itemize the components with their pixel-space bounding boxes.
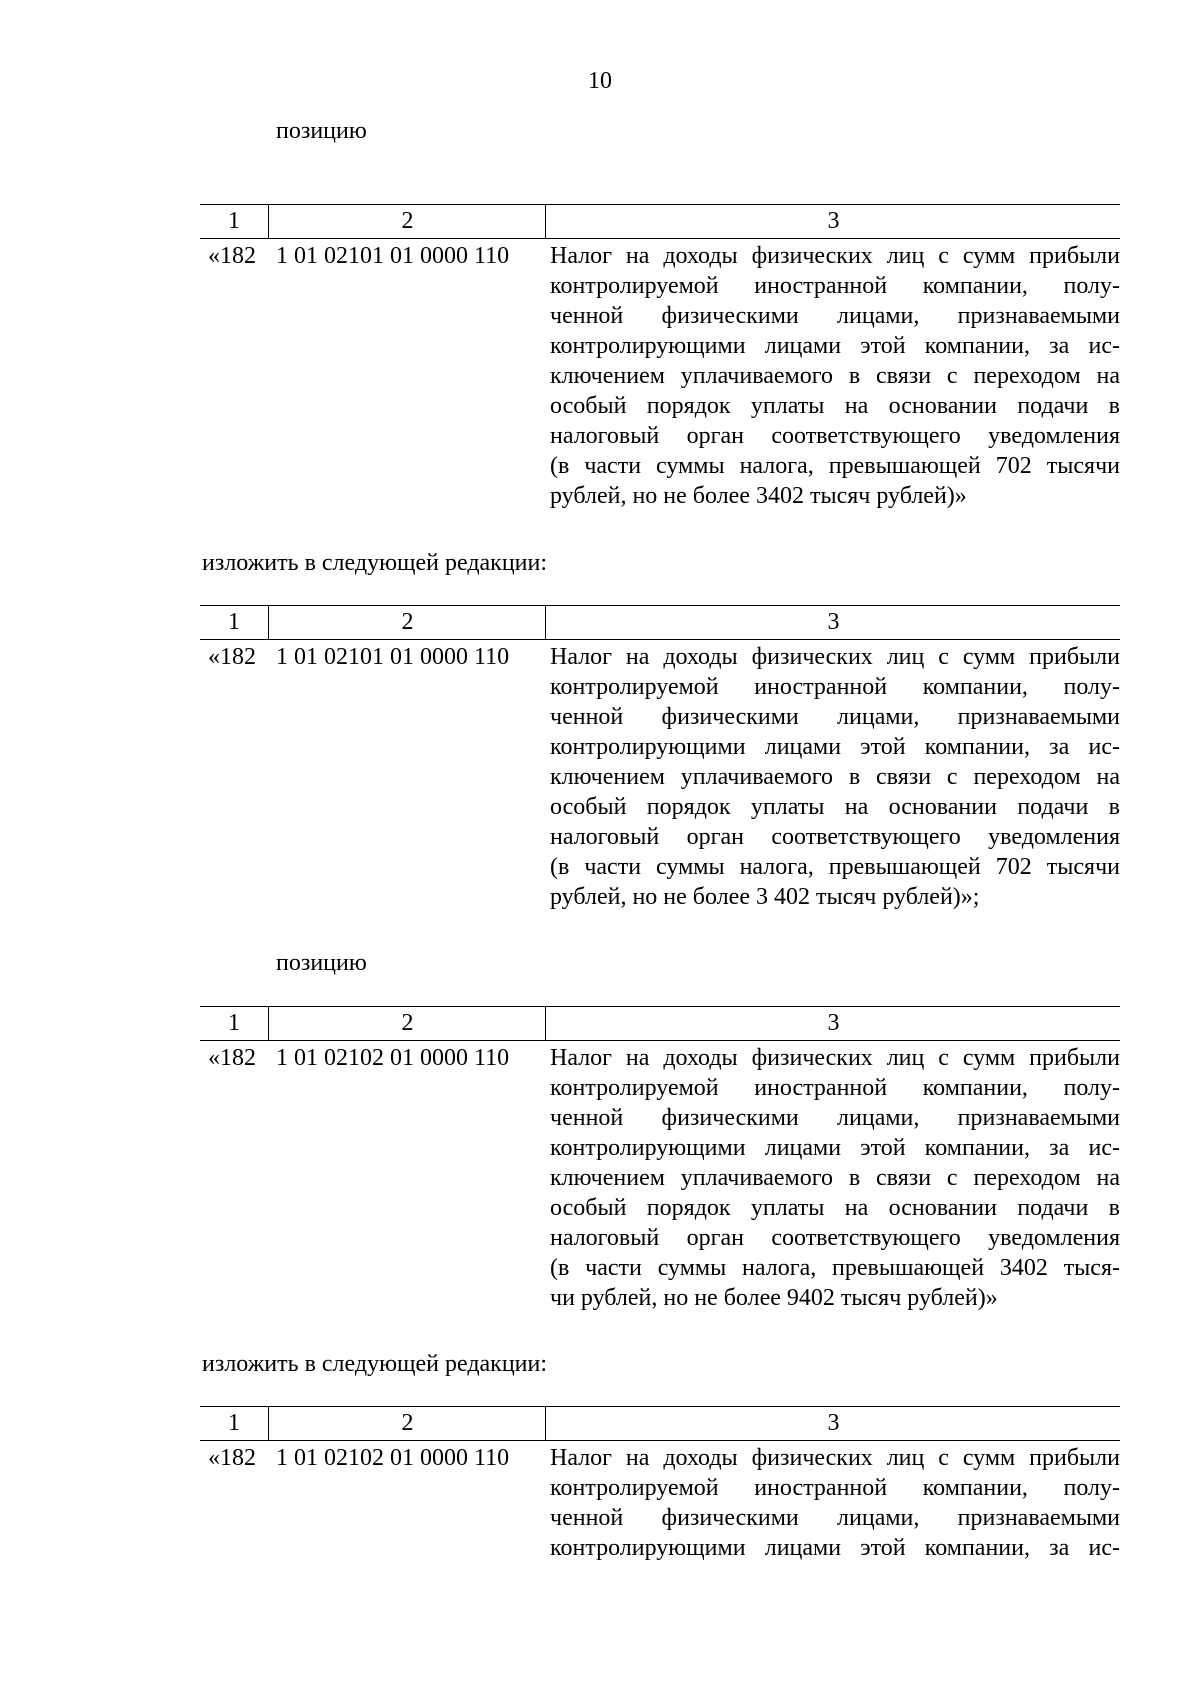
description-line: контролирующими лицами этой компании, за ис- — [550, 333, 1120, 359]
table-row — [200, 1441, 1120, 1563]
table-row — [200, 640, 1120, 912]
header-cell: 1 — [228, 1410, 240, 1436]
header-cell: 3 — [545, 1007, 1121, 1040]
budget-code: 1 01 02101 01 0000 110 — [276, 644, 510, 670]
description-line: контролирующими лицами этой компании, за ис- — [550, 734, 1120, 760]
description-line: налоговый орган соответствующего уведомления — [550, 423, 1120, 449]
description-line: рублей, но не более 3402 тысяч рублей)» — [550, 483, 967, 509]
description-line: Налог на доходы физических лиц с сумм прибыли — [550, 1445, 1120, 1471]
description — [550, 1041, 1120, 1313]
code-table — [200, 1406, 1120, 1563]
code-table — [200, 204, 1120, 511]
description — [550, 1441, 1120, 1563]
header-cell: 2 — [268, 606, 546, 639]
description-line: особый порядок уплаты на основании подачи в — [550, 393, 1120, 419]
budget-code: 1 01 02101 01 0000 110 — [276, 243, 510, 269]
description-line: контролирующими лицами этой компании, за ис- — [550, 1535, 1120, 1561]
description-line: особый порядок уплаты на основании подачи в — [550, 1195, 1120, 1221]
description-line: ключением уплачиваемого в связи с переходом на — [550, 1165, 1120, 1191]
admin-code: «182 — [208, 644, 256, 670]
admin-code: «182 — [208, 243, 256, 269]
header-cell: 1 — [228, 609, 240, 635]
header-cell: 2 — [268, 1007, 546, 1040]
admin-code: «182 — [208, 1445, 256, 1471]
header-cell: 2 — [268, 1407, 546, 1440]
page-number: 10 — [588, 68, 612, 94]
table-header — [200, 1406, 1120, 1441]
table-row — [200, 1041, 1120, 1313]
intro-text: изложить в следующей редакции: — [202, 550, 548, 576]
description-line: налоговый орган соответствующего уведомления — [550, 1225, 1120, 1251]
description-line: ченной физическими лицами, признаваемыми — [550, 1105, 1120, 1131]
description-line: Налог на доходы физических лиц с сумм прибыли — [550, 644, 1120, 670]
description-line: ченной физическими лицами, признаваемыми — [550, 704, 1120, 730]
table-header — [200, 605, 1120, 640]
intro-text: позицию — [276, 118, 367, 144]
description — [550, 239, 1120, 511]
description-line: ключением уплачиваемого в связи с переходом на — [550, 764, 1120, 790]
description-line: рублей, но не более 3 402 тысяч рублей)»; — [550, 884, 980, 910]
header-cell: 2 — [268, 205, 546, 238]
table-header — [200, 204, 1120, 239]
description-line: ченной физическими лицами, признаваемыми — [550, 1505, 1120, 1531]
budget-code: 1 01 02102 01 0000 110 — [276, 1445, 510, 1471]
description-line: (в части суммы налога, превышающей 702 тысячи — [550, 854, 1120, 880]
description-line: (в части суммы налога, превышающей 702 тысячи — [550, 453, 1120, 479]
code-table — [200, 1006, 1120, 1313]
header-cell: 1 — [228, 208, 240, 234]
description-line: Налог на доходы физических лиц с сумм прибыли — [550, 1045, 1120, 1071]
description-line: (в части суммы налога, превышающей 3402 тыся- — [550, 1255, 1120, 1281]
code-table — [200, 605, 1120, 912]
header-cell: 1 — [228, 1010, 240, 1036]
intro-text: изложить в следующей редакции: — [202, 1351, 548, 1377]
description-line: контролируемой иностранной компании, полу- — [550, 273, 1120, 299]
budget-code: 1 01 02102 01 0000 110 — [276, 1045, 510, 1071]
table-row — [200, 239, 1120, 511]
admin-code: «182 — [208, 1045, 256, 1071]
header-cell: 3 — [545, 606, 1121, 639]
intro-text: позицию — [276, 950, 367, 976]
description-line: контролирующими лицами этой компании, за ис- — [550, 1135, 1120, 1161]
description-line: контролируемой иностранной компании, полу- — [550, 674, 1120, 700]
description-line: чи рублей, но не более 9402 тысяч рублей)» — [550, 1285, 998, 1311]
description-line: Налог на доходы физических лиц с сумм прибыли — [550, 243, 1120, 269]
table-header — [200, 1006, 1120, 1041]
description-line: контролируемой иностранной компании, полу- — [550, 1075, 1120, 1101]
description-line: особый порядок уплаты на основании подачи в — [550, 794, 1120, 820]
description-line: ключением уплачиваемого в связи с переходом на — [550, 363, 1120, 389]
description-line: ченной физическими лицами, признаваемыми — [550, 303, 1120, 329]
header-cell: 3 — [545, 1407, 1121, 1440]
header-cell: 3 — [545, 205, 1121, 238]
description-line: налоговый орган соответствующего уведомления — [550, 824, 1120, 850]
description — [550, 640, 1120, 912]
description-line: контролируемой иностранной компании, полу- — [550, 1475, 1120, 1501]
